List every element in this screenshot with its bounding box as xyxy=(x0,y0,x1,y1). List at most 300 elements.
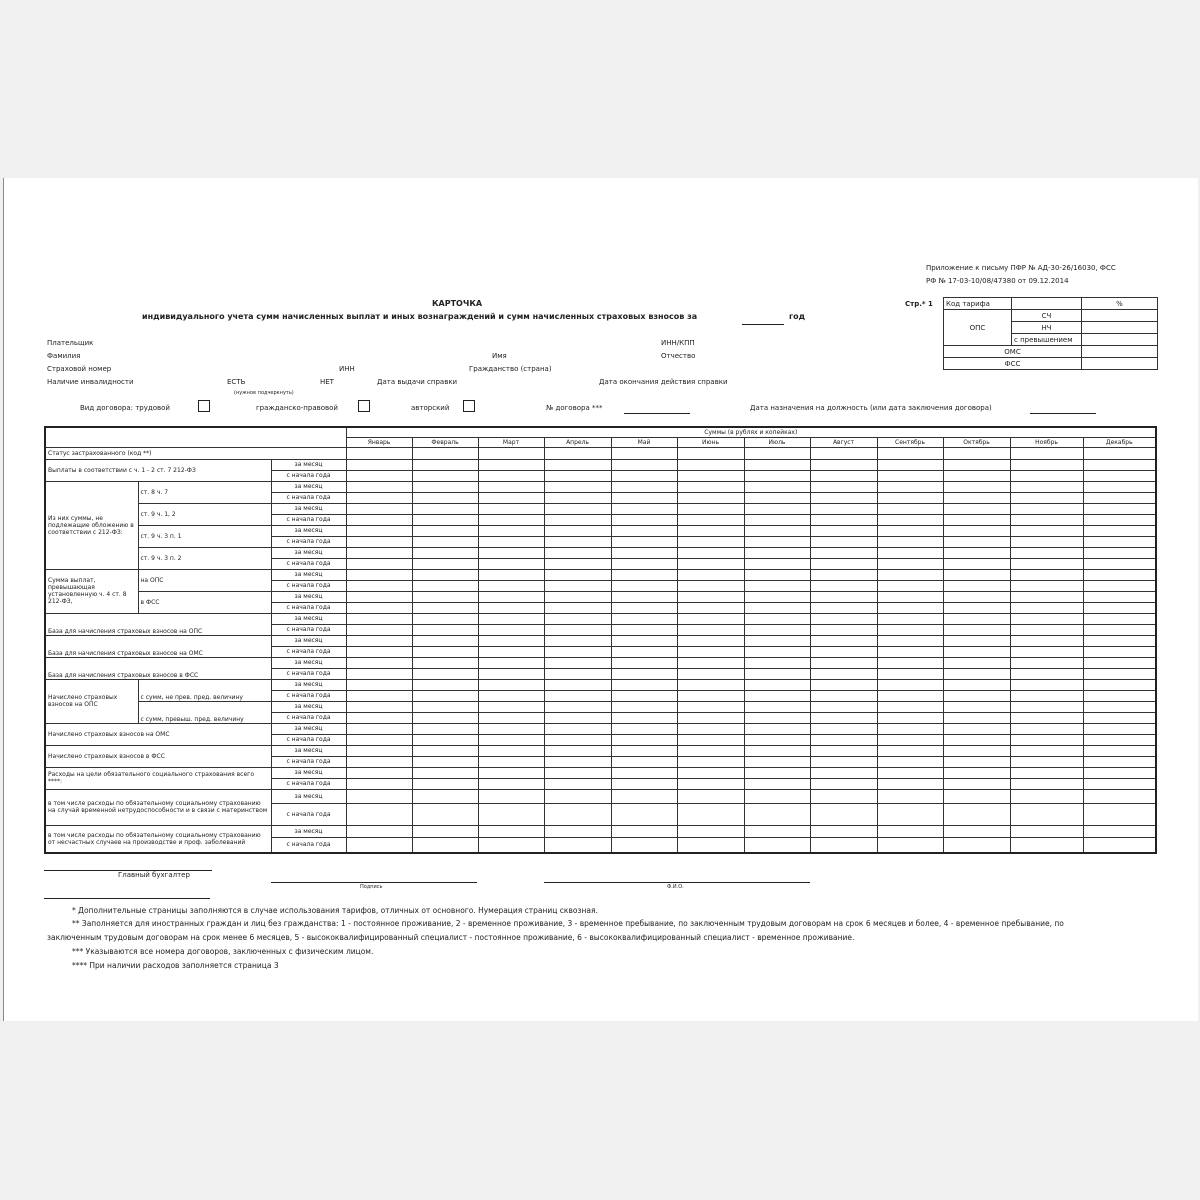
value-cell[interactable] xyxy=(744,602,810,613)
value-cell[interactable] xyxy=(346,635,412,646)
value-cell[interactable] xyxy=(810,825,877,837)
value-cell[interactable] xyxy=(478,558,544,569)
value-cell[interactable] xyxy=(1083,837,1156,853)
value-cell[interactable] xyxy=(544,514,611,525)
value-cell[interactable] xyxy=(412,789,478,803)
value-cell[interactable] xyxy=(677,723,744,734)
value-cell[interactable] xyxy=(412,602,478,613)
value-cell[interactable] xyxy=(544,803,611,825)
value-cell[interactable] xyxy=(412,825,478,837)
value-cell[interactable] xyxy=(1083,536,1156,547)
value-cell[interactable] xyxy=(1083,580,1156,591)
value-cell[interactable] xyxy=(943,657,1010,668)
value-cell[interactable] xyxy=(412,734,478,745)
value-cell[interactable] xyxy=(1083,481,1156,492)
value-cell[interactable] xyxy=(677,470,744,481)
value-cell[interactable] xyxy=(544,558,611,569)
value-cell[interactable] xyxy=(544,756,611,767)
value-cell[interactable] xyxy=(810,701,877,712)
value-cell[interactable] xyxy=(611,803,677,825)
value-cell[interactable] xyxy=(1083,657,1156,668)
contract-no-field[interactable] xyxy=(624,413,690,414)
value-cell[interactable] xyxy=(943,580,1010,591)
value-cell[interactable] xyxy=(544,459,611,470)
value-cell[interactable] xyxy=(943,712,1010,723)
value-cell[interactable] xyxy=(1010,492,1083,503)
value-cell[interactable] xyxy=(877,492,943,503)
value-cell[interactable] xyxy=(544,536,611,547)
value-cell[interactable] xyxy=(544,503,611,514)
value-cell[interactable] xyxy=(611,591,677,602)
value-cell[interactable] xyxy=(478,756,544,767)
value-cell[interactable] xyxy=(1083,712,1156,723)
value-cell[interactable] xyxy=(1010,734,1083,745)
value-cell[interactable] xyxy=(478,470,544,481)
value-cell[interactable] xyxy=(346,481,412,492)
value-cell[interactable] xyxy=(677,690,744,701)
value-cell[interactable] xyxy=(1010,525,1083,536)
value-cell[interactable] xyxy=(677,624,744,635)
value-cell[interactable] xyxy=(346,624,412,635)
value-cell[interactable] xyxy=(1083,459,1156,470)
value-cell[interactable] xyxy=(810,734,877,745)
value-cell[interactable] xyxy=(677,547,744,558)
value-cell[interactable] xyxy=(1083,690,1156,701)
value-cell[interactable] xyxy=(478,591,544,602)
value-cell[interactable] xyxy=(810,624,877,635)
value-cell[interactable] xyxy=(544,837,611,853)
value-cell[interactable] xyxy=(943,825,1010,837)
value-cell[interactable] xyxy=(346,723,412,734)
value-cell[interactable] xyxy=(877,767,943,778)
value-cell[interactable] xyxy=(1083,470,1156,481)
value-cell[interactable] xyxy=(744,745,810,756)
value-cell[interactable] xyxy=(877,646,943,657)
value-cell[interactable] xyxy=(544,701,611,712)
value-cell[interactable] xyxy=(1010,701,1083,712)
value-cell[interactable] xyxy=(1083,447,1156,459)
civil-checkbox[interactable] xyxy=(358,400,370,412)
value-cell[interactable] xyxy=(478,514,544,525)
value-cell[interactable] xyxy=(1083,668,1156,679)
value-cell[interactable] xyxy=(1010,803,1083,825)
value-cell[interactable] xyxy=(544,778,611,789)
signature-line[interactable] xyxy=(271,882,477,883)
value-cell[interactable] xyxy=(412,470,478,481)
year-field[interactable] xyxy=(742,324,784,325)
value-cell[interactable] xyxy=(611,690,677,701)
value-cell[interactable] xyxy=(744,514,810,525)
value-cell[interactable] xyxy=(877,470,943,481)
value-cell[interactable] xyxy=(346,492,412,503)
value-cell[interactable] xyxy=(412,580,478,591)
value-cell[interactable] xyxy=(478,547,544,558)
value-cell[interactable] xyxy=(744,447,810,459)
value-cell[interactable] xyxy=(744,679,810,690)
value-cell[interactable] xyxy=(346,825,412,837)
value-cell[interactable] xyxy=(611,547,677,558)
value-cell[interactable] xyxy=(677,745,744,756)
value-cell[interactable] xyxy=(744,492,810,503)
value-cell[interactable] xyxy=(744,646,810,657)
value-cell[interactable] xyxy=(744,712,810,723)
value-cell[interactable] xyxy=(1083,613,1156,624)
value-cell[interactable] xyxy=(611,503,677,514)
value-cell[interactable] xyxy=(544,734,611,745)
value-cell[interactable] xyxy=(1010,547,1083,558)
value-cell[interactable] xyxy=(544,492,611,503)
value-cell[interactable] xyxy=(346,690,412,701)
value-cell[interactable] xyxy=(677,580,744,591)
value-cell[interactable] xyxy=(1010,624,1083,635)
value-cell[interactable] xyxy=(677,536,744,547)
value-cell[interactable] xyxy=(412,657,478,668)
value-cell[interactable] xyxy=(346,789,412,803)
value-cell[interactable] xyxy=(412,701,478,712)
value-cell[interactable] xyxy=(412,778,478,789)
value-cell[interactable] xyxy=(943,525,1010,536)
value-cell[interactable] xyxy=(744,558,810,569)
value-cell[interactable] xyxy=(1010,602,1083,613)
value-cell[interactable] xyxy=(943,481,1010,492)
value-cell[interactable] xyxy=(478,690,544,701)
value-cell[interactable] xyxy=(1083,646,1156,657)
value-cell[interactable] xyxy=(611,569,677,580)
value-cell[interactable] xyxy=(478,734,544,745)
value-cell[interactable] xyxy=(744,723,810,734)
value-cell[interactable] xyxy=(810,591,877,602)
value-cell[interactable] xyxy=(346,547,412,558)
value-cell[interactable] xyxy=(810,803,877,825)
value-cell[interactable] xyxy=(810,470,877,481)
value-cell[interactable] xyxy=(810,580,877,591)
value-cell[interactable] xyxy=(1083,701,1156,712)
value-cell[interactable] xyxy=(611,580,677,591)
value-cell[interactable] xyxy=(877,712,943,723)
value-cell[interactable] xyxy=(611,536,677,547)
value-cell[interactable] xyxy=(346,657,412,668)
value-cell[interactable] xyxy=(412,690,478,701)
value-cell[interactable] xyxy=(544,624,611,635)
value-cell[interactable] xyxy=(877,690,943,701)
value-cell[interactable] xyxy=(1083,569,1156,580)
value-cell[interactable] xyxy=(810,503,877,514)
value-cell[interactable] xyxy=(412,635,478,646)
tariff-sch-value[interactable] xyxy=(1082,310,1158,322)
value-cell[interactable] xyxy=(478,569,544,580)
value-cell[interactable] xyxy=(943,503,1010,514)
value-cell[interactable] xyxy=(1010,514,1083,525)
value-cell[interactable] xyxy=(677,734,744,745)
value-cell[interactable] xyxy=(943,470,1010,481)
value-cell[interactable] xyxy=(478,613,544,624)
value-cell[interactable] xyxy=(478,723,544,734)
value-cell[interactable] xyxy=(877,778,943,789)
value-cell[interactable] xyxy=(544,723,611,734)
value-cell[interactable] xyxy=(943,745,1010,756)
value-cell[interactable] xyxy=(1010,723,1083,734)
value-cell[interactable] xyxy=(611,745,677,756)
value-cell[interactable] xyxy=(677,591,744,602)
tariff-code-value[interactable] xyxy=(1012,298,1082,310)
value-cell[interactable] xyxy=(810,712,877,723)
value-cell[interactable] xyxy=(744,580,810,591)
value-cell[interactable] xyxy=(1083,547,1156,558)
value-cell[interactable] xyxy=(810,613,877,624)
value-cell[interactable] xyxy=(412,558,478,569)
tariff-nch-value[interactable] xyxy=(1082,322,1158,334)
value-cell[interactable] xyxy=(544,679,611,690)
value-cell[interactable] xyxy=(544,613,611,624)
value-cell[interactable] xyxy=(412,723,478,734)
value-cell[interactable] xyxy=(1010,470,1083,481)
value-cell[interactable] xyxy=(943,447,1010,459)
value-cell[interactable] xyxy=(611,837,677,853)
value-cell[interactable] xyxy=(677,569,744,580)
value-cell[interactable] xyxy=(677,613,744,624)
value-cell[interactable] xyxy=(412,803,478,825)
value-cell[interactable] xyxy=(544,591,611,602)
tariff-over-value[interactable] xyxy=(1082,334,1158,346)
value-cell[interactable] xyxy=(611,789,677,803)
value-cell[interactable] xyxy=(478,525,544,536)
value-cell[interactable] xyxy=(810,767,877,778)
value-cell[interactable] xyxy=(943,602,1010,613)
value-cell[interactable] xyxy=(478,536,544,547)
value-cell[interactable] xyxy=(412,481,478,492)
value-cell[interactable] xyxy=(346,803,412,825)
value-cell[interactable] xyxy=(1083,635,1156,646)
value-cell[interactable] xyxy=(478,646,544,657)
value-cell[interactable] xyxy=(346,712,412,723)
value-cell[interactable] xyxy=(611,679,677,690)
value-cell[interactable] xyxy=(744,789,810,803)
value-cell[interactable] xyxy=(346,503,412,514)
value-cell[interactable] xyxy=(412,837,478,853)
value-cell[interactable] xyxy=(346,525,412,536)
value-cell[interactable] xyxy=(1083,492,1156,503)
value-cell[interactable] xyxy=(611,825,677,837)
value-cell[interactable] xyxy=(810,547,877,558)
value-cell[interactable] xyxy=(810,756,877,767)
value-cell[interactable] xyxy=(877,613,943,624)
value-cell[interactable] xyxy=(877,745,943,756)
value-cell[interactable] xyxy=(478,767,544,778)
value-cell[interactable] xyxy=(810,481,877,492)
value-cell[interactable] xyxy=(1083,745,1156,756)
value-cell[interactable] xyxy=(677,803,744,825)
value-cell[interactable] xyxy=(478,745,544,756)
value-cell[interactable] xyxy=(744,668,810,679)
value-cell[interactable] xyxy=(943,690,1010,701)
value-cell[interactable] xyxy=(744,756,810,767)
value-cell[interactable] xyxy=(1010,745,1083,756)
value-cell[interactable] xyxy=(611,635,677,646)
value-cell[interactable] xyxy=(346,778,412,789)
value-cell[interactable] xyxy=(544,481,611,492)
value-cell[interactable] xyxy=(677,756,744,767)
value-cell[interactable] xyxy=(346,459,412,470)
value-cell[interactable] xyxy=(877,756,943,767)
value-cell[interactable] xyxy=(1010,481,1083,492)
value-cell[interactable] xyxy=(346,646,412,657)
value-cell[interactable] xyxy=(611,602,677,613)
value-cell[interactable] xyxy=(677,514,744,525)
value-cell[interactable] xyxy=(1083,803,1156,825)
value-cell[interactable] xyxy=(412,459,478,470)
value-cell[interactable] xyxy=(478,503,544,514)
value-cell[interactable] xyxy=(478,701,544,712)
value-cell[interactable] xyxy=(478,789,544,803)
value-cell[interactable] xyxy=(1010,459,1083,470)
value-cell[interactable] xyxy=(744,547,810,558)
value-cell[interactable] xyxy=(810,668,877,679)
author-checkbox[interactable] xyxy=(463,400,475,412)
value-cell[interactable] xyxy=(810,745,877,756)
value-cell[interactable] xyxy=(611,447,677,459)
value-cell[interactable] xyxy=(877,657,943,668)
value-cell[interactable] xyxy=(478,668,544,679)
value-cell[interactable] xyxy=(744,701,810,712)
value-cell[interactable] xyxy=(744,657,810,668)
value-cell[interactable] xyxy=(611,525,677,536)
value-cell[interactable] xyxy=(943,635,1010,646)
value-cell[interactable] xyxy=(611,701,677,712)
value-cell[interactable] xyxy=(346,591,412,602)
value-cell[interactable] xyxy=(611,778,677,789)
value-cell[interactable] xyxy=(677,635,744,646)
value-cell[interactable] xyxy=(677,492,744,503)
tariff-fss-value[interactable] xyxy=(1082,358,1158,370)
value-cell[interactable] xyxy=(346,701,412,712)
value-cell[interactable] xyxy=(677,503,744,514)
value-cell[interactable] xyxy=(744,767,810,778)
value-cell[interactable] xyxy=(943,591,1010,602)
value-cell[interactable] xyxy=(412,591,478,602)
value-cell[interactable] xyxy=(346,767,412,778)
value-cell[interactable] xyxy=(877,591,943,602)
value-cell[interactable] xyxy=(810,646,877,657)
fio-line[interactable] xyxy=(544,882,810,883)
value-cell[interactable] xyxy=(744,734,810,745)
value-cell[interactable] xyxy=(478,778,544,789)
value-cell[interactable] xyxy=(346,580,412,591)
value-cell[interactable] xyxy=(346,470,412,481)
disability-yes[interactable]: ЕСТЬ xyxy=(227,378,246,386)
value-cell[interactable] xyxy=(810,690,877,701)
value-cell[interactable] xyxy=(1010,778,1083,789)
value-cell[interactable] xyxy=(544,789,611,803)
value-cell[interactable] xyxy=(677,558,744,569)
value-cell[interactable] xyxy=(1010,657,1083,668)
value-cell[interactable] xyxy=(677,778,744,789)
value-cell[interactable] xyxy=(1010,789,1083,803)
value-cell[interactable] xyxy=(943,767,1010,778)
value-cell[interactable] xyxy=(346,668,412,679)
value-cell[interactable] xyxy=(1083,767,1156,778)
value-cell[interactable] xyxy=(611,723,677,734)
value-cell[interactable] xyxy=(810,635,877,646)
value-cell[interactable] xyxy=(1083,558,1156,569)
value-cell[interactable] xyxy=(544,712,611,723)
value-cell[interactable] xyxy=(1010,668,1083,679)
value-cell[interactable] xyxy=(810,525,877,536)
value-cell[interactable] xyxy=(1083,756,1156,767)
value-cell[interactable] xyxy=(544,745,611,756)
value-cell[interactable] xyxy=(1083,825,1156,837)
value-cell[interactable] xyxy=(744,635,810,646)
value-cell[interactable] xyxy=(943,778,1010,789)
value-cell[interactable] xyxy=(478,624,544,635)
value-cell[interactable] xyxy=(677,679,744,690)
value-cell[interactable] xyxy=(810,657,877,668)
value-cell[interactable] xyxy=(744,837,810,853)
value-cell[interactable] xyxy=(810,723,877,734)
value-cell[interactable] xyxy=(677,525,744,536)
value-cell[interactable] xyxy=(1010,580,1083,591)
value-cell[interactable] xyxy=(877,789,943,803)
value-cell[interactable] xyxy=(478,712,544,723)
value-cell[interactable] xyxy=(346,613,412,624)
value-cell[interactable] xyxy=(1010,679,1083,690)
value-cell[interactable] xyxy=(877,547,943,558)
value-cell[interactable] xyxy=(1010,635,1083,646)
value-cell[interactable] xyxy=(478,459,544,470)
value-cell[interactable] xyxy=(1083,789,1156,803)
value-cell[interactable] xyxy=(744,459,810,470)
value-cell[interactable] xyxy=(1010,558,1083,569)
value-cell[interactable] xyxy=(877,837,943,853)
value-cell[interactable] xyxy=(544,690,611,701)
value-cell[interactable] xyxy=(810,569,877,580)
value-cell[interactable] xyxy=(478,657,544,668)
value-cell[interactable] xyxy=(412,536,478,547)
value-cell[interactable] xyxy=(943,701,1010,712)
value-cell[interactable] xyxy=(1010,613,1083,624)
value-cell[interactable] xyxy=(611,459,677,470)
value-cell[interactable] xyxy=(810,778,877,789)
value-cell[interactable] xyxy=(677,447,744,459)
value-cell[interactable] xyxy=(478,481,544,492)
value-cell[interactable] xyxy=(346,745,412,756)
value-cell[interactable] xyxy=(810,459,877,470)
value-cell[interactable] xyxy=(346,679,412,690)
value-cell[interactable] xyxy=(943,723,1010,734)
value-cell[interactable] xyxy=(611,481,677,492)
value-cell[interactable] xyxy=(877,447,943,459)
value-cell[interactable] xyxy=(544,646,611,657)
value-cell[interactable] xyxy=(412,712,478,723)
value-cell[interactable] xyxy=(412,547,478,558)
value-cell[interactable] xyxy=(943,613,1010,624)
value-cell[interactable] xyxy=(744,569,810,580)
value-cell[interactable] xyxy=(412,767,478,778)
value-cell[interactable] xyxy=(544,547,611,558)
value-cell[interactable] xyxy=(412,756,478,767)
value-cell[interactable] xyxy=(346,536,412,547)
value-cell[interactable] xyxy=(611,624,677,635)
value-cell[interactable] xyxy=(1010,591,1083,602)
value-cell[interactable] xyxy=(943,492,1010,503)
value-cell[interactable] xyxy=(877,536,943,547)
value-cell[interactable] xyxy=(677,767,744,778)
value-cell[interactable] xyxy=(478,679,544,690)
value-cell[interactable] xyxy=(346,558,412,569)
value-cell[interactable] xyxy=(412,503,478,514)
value-cell[interactable] xyxy=(1083,514,1156,525)
value-cell[interactable] xyxy=(744,470,810,481)
value-cell[interactable] xyxy=(412,447,478,459)
